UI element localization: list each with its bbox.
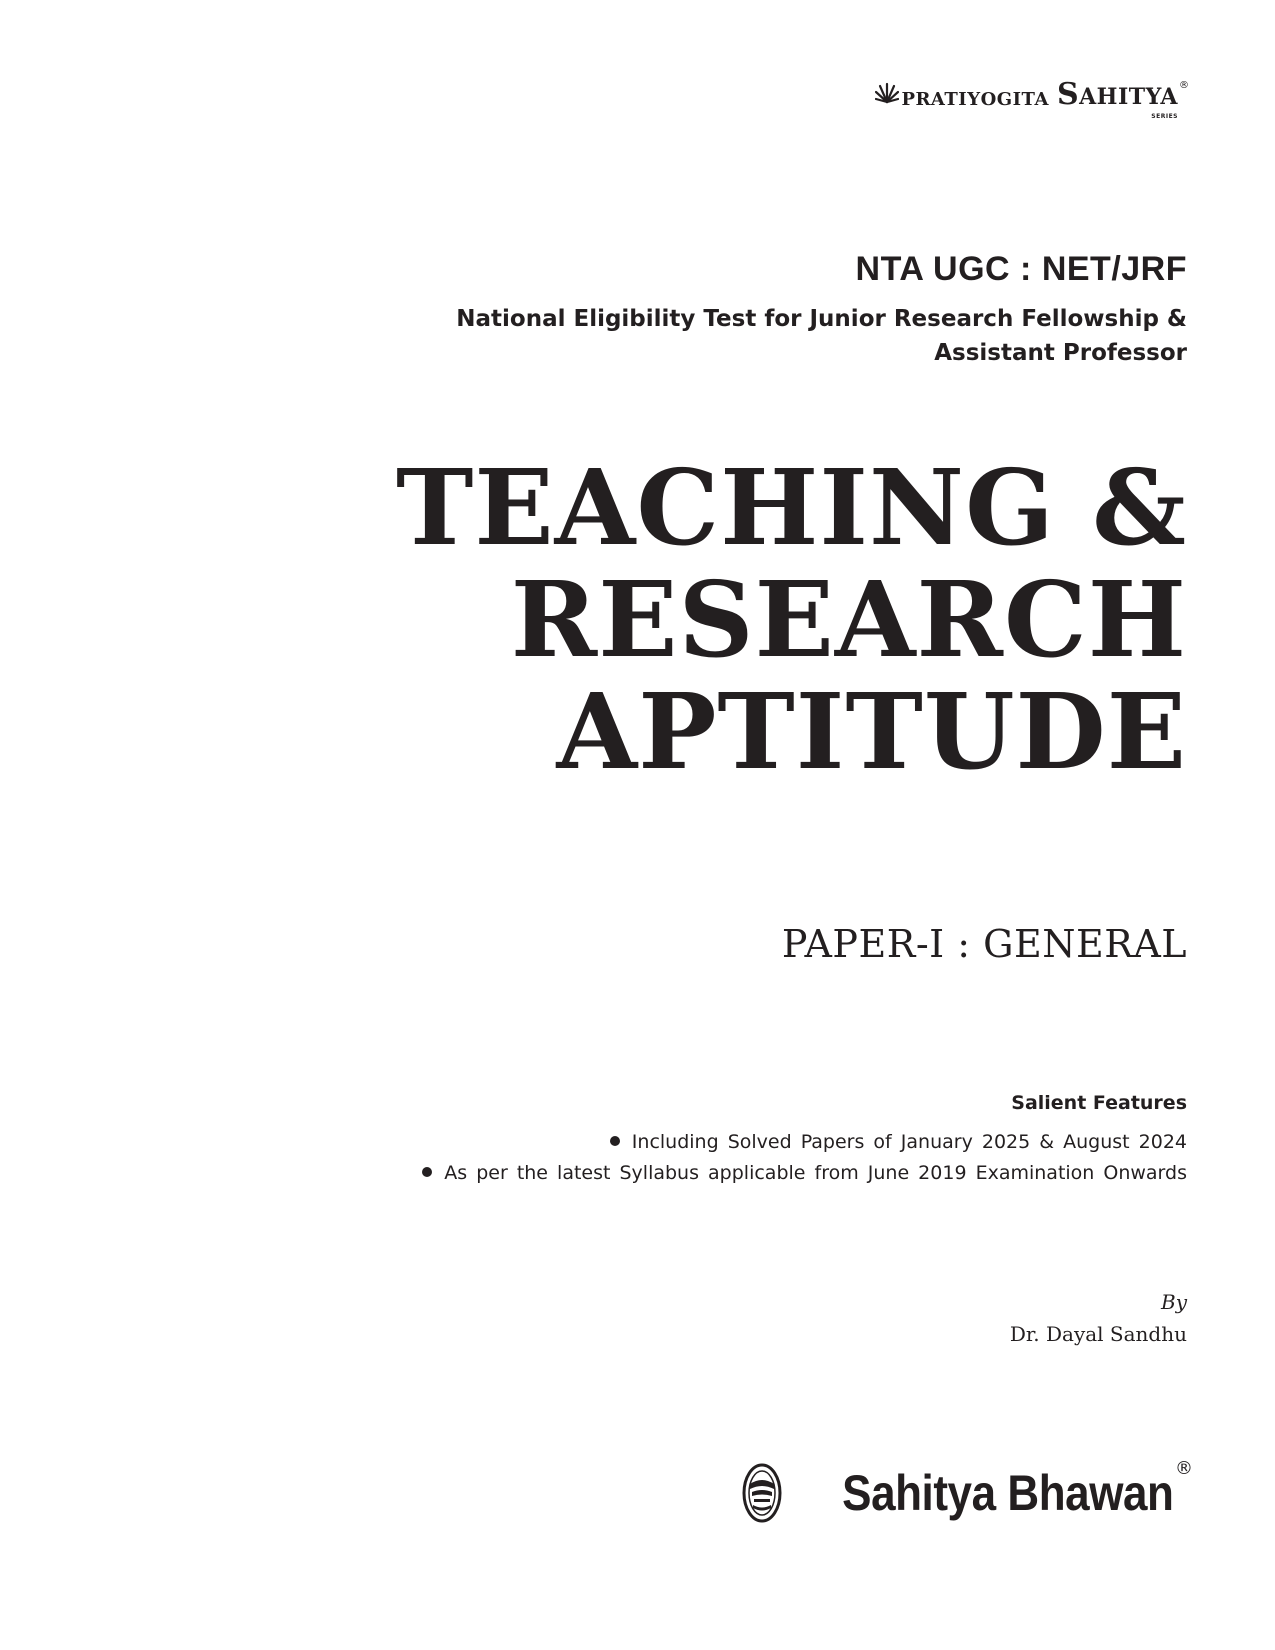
publisher-emblem-icon (741, 1462, 783, 1524)
paper-label: PAPER-I : GENERAL (781, 922, 1187, 966)
exam-title: NTA UGC : NET/JRF (855, 250, 1187, 288)
exam-subtitle-line-1: National Eligibility Test for Junior Research Fellowship & (456, 306, 1187, 332)
series-name-rest: AHITYA (1079, 84, 1178, 110)
exam-subtitle (287, 302, 1187, 370)
publisher-registered-mark: ® (1175, 1458, 1193, 1479)
series-name (1056, 77, 1178, 120)
book-title-line-1: TEACHING & (395, 446, 1187, 569)
series-prefix: PRATIYOGITA (901, 89, 1049, 110)
series-logo (875, 77, 1189, 120)
by-label: By (1161, 1290, 1187, 1314)
exam-subtitle-line-2: Assistant Professor (934, 340, 1187, 366)
feature-text: As per the latest Syllabus applicable from June 2019 Examination Onwards (444, 1162, 1187, 1184)
book-title (395, 446, 1187, 793)
feature-text: Including Solved Papers of January 2025 & August 2024 (631, 1131, 1187, 1153)
book-title-line-3: APTITUDE (556, 670, 1187, 793)
bullet-icon (422, 1167, 432, 1177)
features-list (422, 1127, 1187, 1189)
feature-item (422, 1158, 1187, 1189)
publisher-name: Sahitya Bhawan (841, 1465, 1173, 1521)
feature-item (422, 1127, 1187, 1158)
series-registered-mark: ® (1179, 80, 1189, 91)
features-heading: Salient Features (1011, 1092, 1187, 1114)
author-name: Dr. Dayal Sandhu (1009, 1322, 1187, 1346)
bullet-icon (610, 1136, 620, 1146)
book-title-line-2: RESEARCH (510, 558, 1187, 681)
series-label: SERIES (1151, 113, 1178, 120)
publisher-logo (741, 1458, 1193, 1524)
sunburst-logo-icon (875, 82, 899, 106)
series-name-initial: S (1056, 77, 1080, 112)
